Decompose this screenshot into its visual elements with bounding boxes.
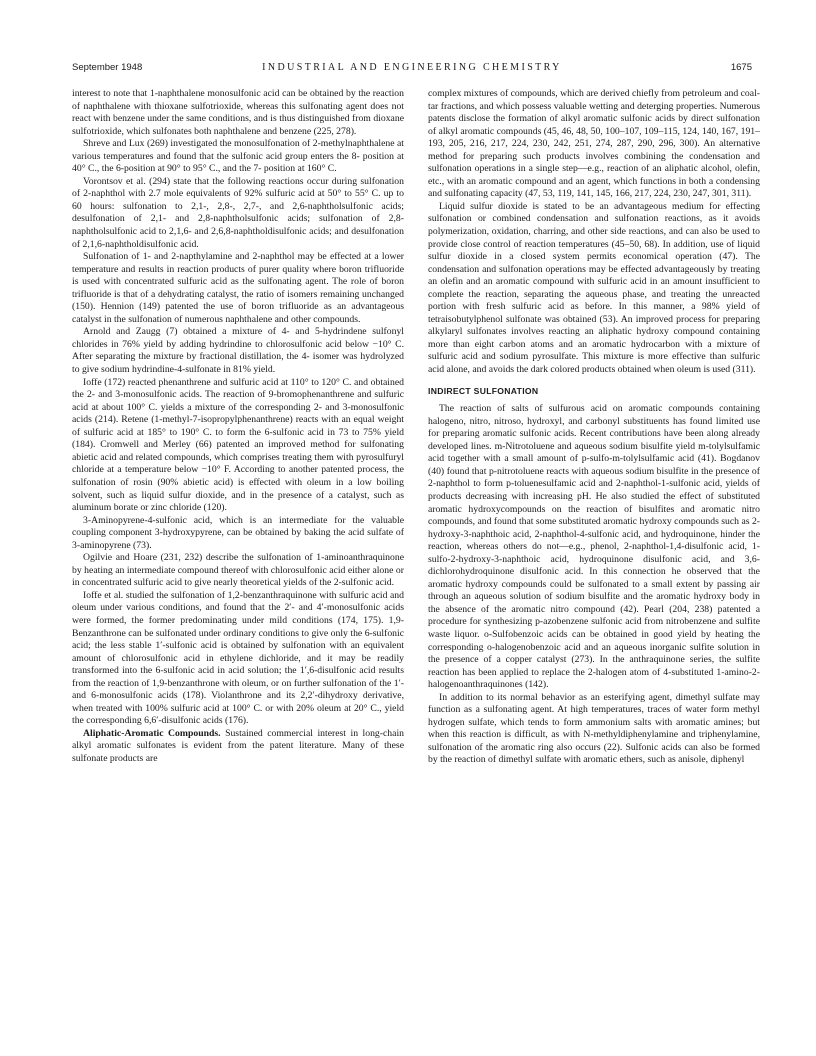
paragraph: Ioffe et al. studied the sulfonation of 1,2-benzanthraquinone with sulfuric acid and oleum under various conditions, and found that the 2′- and 4′-monosulfonic acids were formed, the former predominating under mild conditions (174, 175). 1,9-Benzanthrone can be sulfonated under ordinary conditions to give only the 6-sulfonic acid; the less stable 1′-sulfonic acid is obtained by sulfonation with an equivalent amount of chlorosulfonic acid in ethylene dichloride, and it may be readily transformed into the 6-sulfonic acid in acid solution; the 1′,6-disulfonic acid results from the reaction of 1,9-benzanthrone with oleum, or on further sulfonation of the 1′- and 6-monosulfonic acids (178). Violanthrone and its 2,2′-dihydroxy derivative, when treated with 100% sulfuric acid at 100° C. or with 20% oleum at 20° C., yield the corresponding 6,6′-disulfonic acids (176). xyxy=(72,589,404,727)
paragraph: Ogilvie and Hoare (231, 232) describe the sulfonation of 1-aminoanthraquinone by heating an intermediate compound thereof with chlorosulfonic acid either alone or in concentrated sulfuric acid to give nearly theoretical yields of the 2-sulfonic acid. xyxy=(72,552,404,589)
paragraph: interest to note that 1-naphthalene monosulfonic acid can be obtained by the reaction of naphthalene with thioxane sulfotrioxide, whereas this sulfonating agent does not react with benzene under the same conditions, and is thus distinguished from dioxane sulfotrioxide, which sulfonates both naphthalene and benzene (225, 278). xyxy=(72,88,404,137)
header-page-number: 1675 xyxy=(730,62,752,73)
run-in-heading: Aliphatic-Aromatic Compounds. xyxy=(83,727,221,739)
paragraph: The reaction of salts of sulfurous acid on aromatic compounds containing halogeno, nitro, nitroso, hydroxyl, and carbonyl substituents has found limited use for preparing aromatic sulfonic acids. Recent contributions have been along already developed lines. m-Nitrotoluene and aqueous sodium bisulfite yield m-tolylsulfamic acid together with a small amount of p-sulfo-m-tolylsulfamic acid (41). Bogdanov (40) found that p-nitrotoluene reacts with aqueous sodium bisulfite in the presence of 2-naphthol to form p-toluenesulfamic acid and 2-naphthol-1-sulfonic acid, yields of products decreasing with increasing pH. He also studied the effect of substituted aromatic hydroxycompounds on the reaction of bisulfites and aromatic nitro compounds, and found that some substituted aromatic hydroxy compounds such as 2-hydroxy-3-naphthoic acid, 2-naphthol-4-sulfonic acid, and hydroquinone, hinder the reaction, whereas others do not—e.g., phenol, 2-naphthol-1,4-disulfonic acid, 1-sulfo-2-hydroxy-3-naphthoic acid, hydroquinone disulfonic acid, and 3,6-dichlorohydroquinone disulfonic acid. In this connection he observed that the aromatic hydroxy compounds could be sulfonated to a small extent by passing air through an aqueous solution of sodium bisulfite and the aromatic hydroxy body in the absence of the aromatic nitro compound (42). Pearl (204, 238) patented a procedure for synthesizing p-azobenzene sulfonic acid from nitrobenzene and sulfite waste liquor. o-Sulfobenzoic acids can be obtained in good yield by heating the corresponding o-halogenobenzoic acid and an aqueous inorganic sulfite solution in the presence of a copper catalyst (273). In the anthraquinone series, the sulfite reaction has been applied to replace the 2-halogen atom of 4-substituted 1-amino-2-halogenoanthraquinones (142). xyxy=(428,403,761,691)
running-header xyxy=(72,61,752,75)
header-date: September 1948 xyxy=(72,62,143,73)
paragraph-text: Sustained commercial interest in long-chain alkyl aromatic sulfonates is evident from the patent literature. Many of these sulfonate products are xyxy=(72,727,404,764)
left-column xyxy=(72,88,404,766)
paragraph: Vorontsov et al. (294) state that the following reactions occur during sulfonation of 2-naphthol with 2.7 mole equivalents of 92% sulfuric acid at 50° to 55° C. up to 60 hours: sulfonation to 2,1-, 2,8-, 2,7-, and 2,6-naphtholsulfonic acids; desulfonation of 2,1- and 2,8-naphtholsulfonic acids; sulfonation of 2,8-naphtholsulfonic acid to 2,1,6- and 2,6,8-naphtholdisulfonic acids; and desulfonation of 2,1,6-naphtholdisulfonic acid. xyxy=(72,175,404,250)
right-column xyxy=(428,88,760,767)
paragraph: complex mixtures of compounds, which are derived chiefly from petroleum and coal-tar fractions, and which possess valuable wetting and deterging properties. Numerous patents disclose the formation of alkyl aromatic sulfonic acids by direct sulfonation of alkyl aromatic compounds (45, 46, 48, 50, 100–107, 109–115, 124, 140, 167, 191–193, 205, 216, 217, 224, 230, 242, 251, 274, 287, 290, 296, 300). An alternative method for preparing such products involves combining the condensation and sulfonation operations in a single step—e.g., reaction of an aliphatic alcohol, olefin, etc., with an aromatic compound and an agent, which functions in both a condensing and sulfonating capacity (47, 53, 119, 141, 145, 166, 217, 224, 230, 247, 301, 311). xyxy=(428,88,760,200)
section-heading: INDIRECT SULFONATION xyxy=(428,385,539,396)
paragraph: Sulfonation of 1- and 2-napthylamine and 2-naphthol may be effected at a lower temperature and results in reaction products of purer quality where boron trifluoride is used with concentrated sulfuric acid as the sulfonating agent. The role of boron trifluoride is that of a dehydrating catalyst, the ratio of isomers remaining unchanged (150). Hennion (149) patented the use of boron trifluoride as an advantageous catalyst in the sulfonation of numerous naphthalene and other compounds. xyxy=(72,251,404,325)
paragraph: Shreve and Lux (269) investigated the monosulfonation of 2-methylnaphthalene at various temperatures and found that the sulfonic acid group enters the 8- position at 40° C., the 6-position at 90° to 95° C., and the 7- position at 160° C. xyxy=(72,138,404,175)
paragraph: In addition to its normal behavior as an esterifying agent, dimethyl sulfate may function as a sulfonating agent. At high temperatures, traces of water form methyl hydrogen sulfate, which tends to form ammonium salts with aromatic amines; but when this reaction is difficult, as with N-methyldiphenylamine and triphenylamine, sulfonation of the aromatic ring also occurs (22). Sulfonic acids can also be formed by the reaction of dimethyl sulfate with aromatic ethers, such as anisole, diphenyl xyxy=(428,691,760,766)
paragraph xyxy=(72,728,404,766)
paragraph: Ioffe (172) reacted phenanthrene and sulfuric acid at 110° to 120° C. and obtained the 2- and 3-monosulfonic acids. The reaction of 9-bromophenanthrene and sulfuric acid at about 100° C. yields a mixture of the corresponding 2- and 3-monosulfonic acids (214). Retene (1-methyl-7-isopropylphenanthrene) reacts with an equal weight of sulfuric acid at 185° to 190° C. to form the 6-sulfonic acid in 73 to 75% yield (184). Cromwell and Merley (66) patented an improved method for sulfonating abietic acid and related compounds, which comprises treating them with pyrosulfuryl chloride at a temperature below −10° F. According to another patented process, the sulfonation of rosin (90% abietic acid) is effected with oleum in a low boiling solvent, such as liquid sulfur dioxide, and in the presence of a catalyst, such as aluminum borate or zinc chloride (120). xyxy=(72,376,404,514)
paragraph: Arnold and Zaugg (7) obtained a mixture of 4- and 5-hydrindene sulfonyl chlorides in 76% yield by adding hydrindine to chlorosulfonic acid below −10° C. After separating the mixture by fractional distillation, the 4- isomer was hydrolyzed to give sodium hydrindine-4-sulfonate in 81% yield. xyxy=(72,326,404,376)
header-journal-title: INDUSTRIAL AND ENGINEERING CHEMISTRY xyxy=(262,62,562,73)
paragraph: Liquid sulfur dioxide is stated to be an advantageous medium for effecting sulfonation or combined condensation and sulfonation reactions, as it avoids polymerization, oxidation, charring, and other side reactions, and can also be used to provide close control of reaction temperatures (45–50, 68). In addition, use of liquid sulfur dioxide in a closed system permits economical operation (47). The condensation and sulfonation operations may be effected advantageously by treating an olefin and an aromatic compound with sulfuric acid in an amount insufficient to complete the reaction, separating the aqueous phase, and treating the unreacted portion with fresh sulfuric acid as before. In this manner, a 98% yield of tetraisobutylphenol sulfonate was obtained (53). An improved process for preparing alkylaryl sulfonates involves reacting an aliphatic hydroxy compound containing more than eight carbon atoms and an aromatic hydrocarbon with a mixture of sulfuric acid and sodium pyrosulfate. This mixture is more effective than sulfuric acid alone, and avoids the dark colored products obtained when oleum is used (311). xyxy=(428,200,760,376)
paragraph: 3-Aminopyrene-4-sulfonic acid, which is an intermediate for the valuable coupling component 3-hydroxypyrene, can be obtained by baking the acid sulfate of 3-aminopyrene (73). xyxy=(72,514,404,551)
